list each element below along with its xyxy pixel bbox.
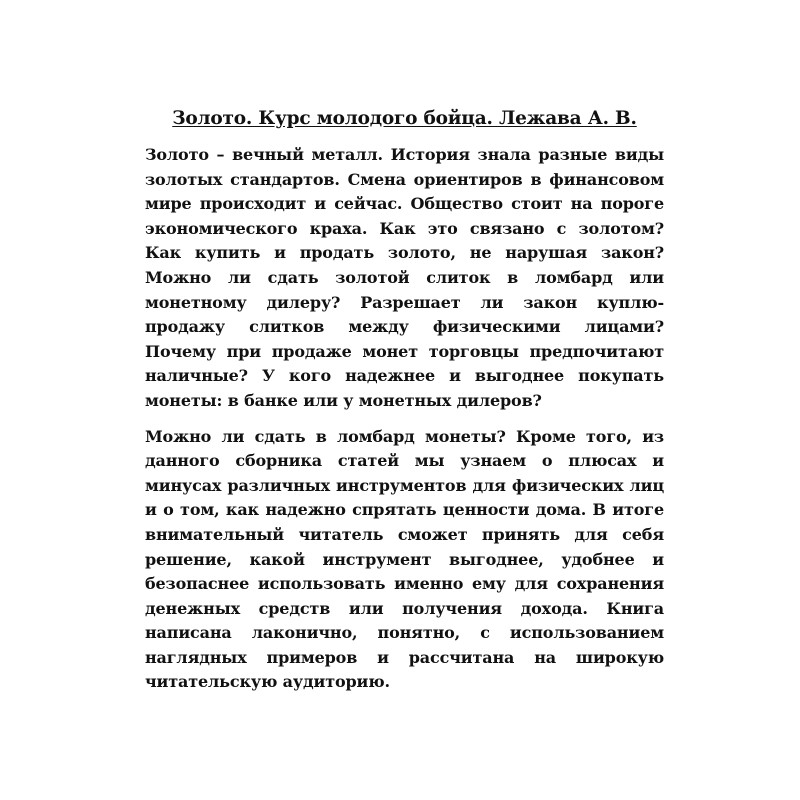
description-paragraph-1: Золото – вечный металл. История знала разные виды золотых стандартов. Смена ориентиров в финансовом мире происходит и сейчас. Общество стоит на пороге экономического краха. Как это связано с золотом? Как купить и продать золото, не нарушая закон? Можно ли сдать золотой слиток в ломбард или монетному дилеру? Разрешает ли закон куплю-продажу слитков между физическими лицами? Почему при продаже монет торговцы предпочитают наличные? У кого надежнее и выгоднее покупать монеты: в банке или у монетных дилеров? <box>145 145 664 410</box>
description-paragraph-2: Можно ли сдать в ломбард монеты? Кроме того, из данного сборника статей мы узнаем о плюсах и минусах различных инструментов для физических лиц и о том, как надежно спрятать ценности дома. В итоге внимательный читатель сможет принять для себя решение, какой инструмент выгоднее, удобнее и безопаснее использовать именно ему для сохранения денежных средств или получения дохода. Книга написана лаконично, понятно, с использованием наглядных примеров и рассчитана на широкую читательскую аудиторию. <box>145 426 664 692</box>
book-title: Золото. Курс молодого бойца. Лежава А. В. <box>172 108 637 129</box>
